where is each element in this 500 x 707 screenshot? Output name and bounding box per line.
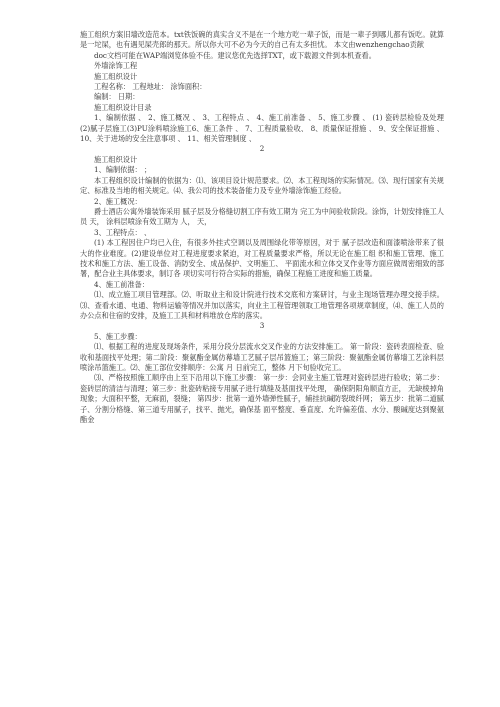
author-date-line: 编制： 日期： — [94, 92, 140, 102]
page-number: 3 — [259, 321, 265, 331]
toc-items: 1、编制依据 、 2、施工概况 、 3、工程特点 、 4、施工前准备 、 5、施工步骤 、 (1) 瓷砖层检验及处理 (2)腻子层施工(3)PU涂料喷涂施工6、施工条件 、 7、工程质量验收、 8、质量保证措施 、 9、安全保证措施 、 10、关于进场的安全注意事项 、 11、相关管理制度 、 — [80, 113, 444, 144]
toc-heading: 施工组织设计目录 — [94, 102, 152, 112]
wap-notice: doc文档可能在WAP端浏览体验不佳。建议您优先选择TXT，或下载源文件到本机查看。 — [94, 50, 376, 60]
section-5-heading: 5、施工步骤： — [94, 331, 142, 341]
section-4-heading: 4、施工前准备： — [94, 279, 149, 289]
page-number: 2 — [259, 144, 265, 154]
section-2-heading: 2、施工概况： — [94, 196, 142, 206]
project-title: 外墙涂饰工程 — [94, 61, 138, 71]
intro-paragraph: 施工组织方案旧墙改造范本。txt铁饭碗的真实含义不是在一个地方吃一辈子饭，而是一辈子到哪儿都有饭吃。就算是一坨屎，也有遇见屎壳郎的那天。所以你大可不必为今天的自己有太多担忧。 本文由wenzhengchao贡献 — [80, 30, 444, 50]
doc-subtitle: 施工组织设计 — [94, 71, 138, 81]
section-5-body-2: ⑶、严格按照施工顺序由上至下沿用以下施工步骤： 第一步：会同业主施工管理对瓷砖层进行验收；第二步：瓷砖层的清洁与清理；第三步：批瓷砖粘接专用腻子进行填缝及基面找平处理， 确保阴阳角顺直方正， 无缺棱掉角现象；大面积平整，无麻面，裂缝； 第四步：批第一道外墙弹性腻子，辅挂抗碱防裂玻纤网； 第五步：批第二道腻子、分割分格缝、第三道专用腻子，找平、抛光，确保基 面平整度、垂直度、允许偏差值、水分、酸碱度达到聚氨酯金 — [80, 373, 444, 425]
project-info-line: 工程名称： 工程地址： 涂饰面积： — [94, 82, 207, 92]
section-heading: 施工组织设计 — [94, 154, 138, 164]
section-4-body: ⑴、成立施工项目管理部。⑵、听取业主和设计院进行技术交底和方案研讨，与业主现场管理办理交接手续。⑶、查看水通、电通、物料运输等情况并加以落实，向业主工程管理领取工地管理各项规章制度，⑷、施工人员的办公点和住宿的安排，及施工工具和材料堆放仓库的落实。 — [80, 290, 444, 320]
section-1-heading: 1、编制依据： ； — [94, 165, 152, 175]
section-2-body: 爵士酒店公寓外墙装饰采用 腻子层及分格缝切割工序有效工期为 完工为中间验收阶段。涂饰，计划安排施工人员 天， 涂料层喷涂有效工期为 人， 天， — [80, 206, 444, 227]
section-3-body: (1) 本工程因住户均已入住，有很多外挂式空调以及周围绿化带等原因，对于 腻子层改造和面漆喷涂带来了很大的作业难度。(2)建设单位对工程进度要求紧迫，对工程质量要求严格，所以无论在施工组 织和施工管理、施工技术和施工方法、施工设备、消防安全、成品保护、文明施工、 平面流水和立体交叉作业等方面应做周密细致的部署，配合业主具体要求，制订各 项切实可行符合实际的措施，确保工程施工进度和施工质量。 — [80, 238, 444, 279]
section-3-heading: 3、工程特点： 、 — [94, 227, 152, 237]
section-5-body-1: ⑴、根据工程的进度及现场条件，采用分段分层流水交叉作业的方法安排施工。 第一阶段：瓷砖表面检查、验收和基面找平处理；第二阶段：聚氨酯金属仿幕墙工艺腻子层吊篮施工；第三阶段：聚氨酯金属仿幕墙工艺涂料层喷涂吊篮施工。⑵、施工部位安排顺序：公寓 月 日前完工，整体 月下旬验收完工。 — [80, 342, 444, 372]
section-1-body: 本工程组织设计编制的依据为：⑴、该项目设计规范要求。⑵、本工程现场的实际情况。⑶、现行国家有关规定、标准及当地的相关规定。⑷、我公司的技术装备能力及专业外墙涂饰施工经验。 — [80, 175, 444, 196]
